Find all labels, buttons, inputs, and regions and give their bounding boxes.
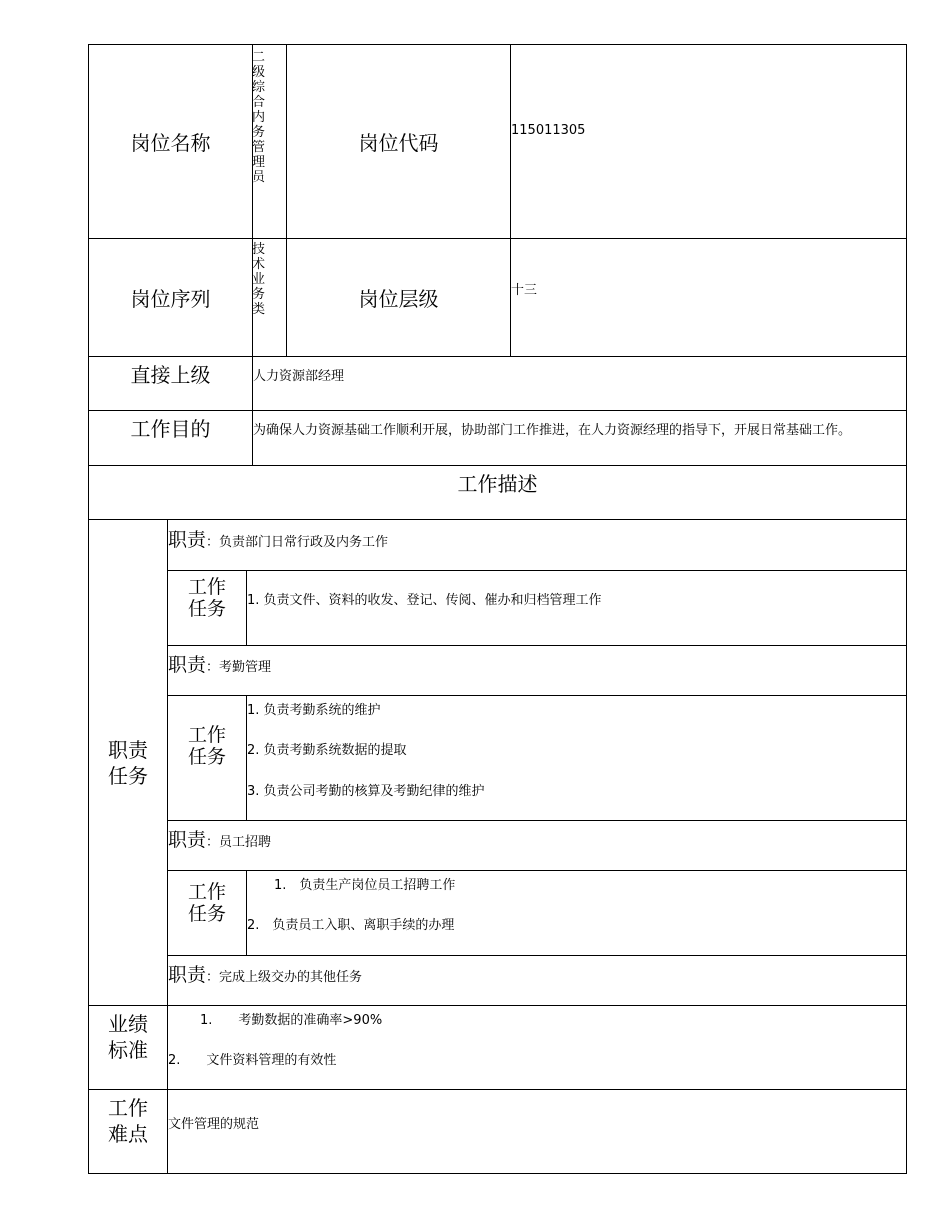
- task-label: 工作任务: [187, 576, 226, 620]
- duty-title: ：考勤管理: [206, 660, 272, 675]
- row-divider: [167, 695, 907, 696]
- duty-title-row: [168, 525, 388, 552]
- post-level-value: 十三: [511, 283, 538, 298]
- post-level-label: 岗位层级: [358, 287, 439, 311]
- performance-label: 业绩标准: [108, 1012, 148, 1062]
- purpose-value: 为确保人力资源基础工作顺利开展，协助部门工作推进，在人力资源经理的指导下，开展日常基础工作。: [253, 423, 852, 438]
- task-item: 3. 负责公司考勤的核算及考勤纪律的维护: [247, 784, 485, 799]
- task-label: 工作任务: [187, 881, 226, 925]
- column-divider: [246, 570, 247, 646]
- superior-value: 人力资源部经理: [253, 369, 345, 384]
- task-item: 2. 负责员工入职、离职手续的办理: [247, 918, 455, 933]
- row-divider: [167, 820, 907, 821]
- duty-title: ：负责部门日常行政及内务工作: [206, 535, 389, 550]
- row-divider: [88, 1005, 907, 1006]
- duty-prefix: 职责: [168, 654, 207, 676]
- duty-prefix: 职责: [168, 964, 207, 986]
- row-divider: [88, 519, 907, 520]
- duty-title: ：员工招聘: [206, 835, 272, 850]
- post-code-value: 115011305: [511, 123, 586, 138]
- post-name-label: 岗位名称: [130, 131, 211, 155]
- duty-title-row: [168, 650, 271, 677]
- post-code-label: 岗位代码: [358, 131, 439, 155]
- task-item: 1. 负责生产岗位员工招聘工作: [274, 878, 456, 893]
- performance-item: 1. 考勤数据的准确率>90%: [200, 1013, 383, 1028]
- task-item: 1. 负责考勤系统的维护: [247, 703, 381, 718]
- performance-item: 2. 文件资料管理的有效性: [168, 1053, 337, 1068]
- row-divider: [167, 870, 907, 871]
- table-border-bottom: [88, 1173, 907, 1174]
- column-divider: [246, 870, 247, 956]
- duty-title-row: [168, 960, 362, 987]
- difficulty-value: 文件管理的规范: [168, 1117, 260, 1132]
- row-divider: [167, 570, 907, 571]
- task-label: 工作任务: [187, 724, 226, 768]
- duty-title-row: [168, 825, 271, 852]
- task-item: 2. 负责考勤系统数据的提取: [247, 743, 407, 758]
- description-title: 工作描述: [457, 472, 538, 496]
- superior-label: 直接上级: [130, 362, 211, 387]
- duties-label: 职责任务: [108, 737, 148, 788]
- task-item: 1. 负责文件、资料的收发、登记、传阅、催办和归档管理工作: [247, 593, 602, 608]
- table-border-right: [906, 44, 907, 1174]
- column-divider: [510, 44, 511, 357]
- duty-title: ：完成上级交办的其他任务: [206, 970, 363, 985]
- purpose-label: 工作目的: [130, 417, 211, 441]
- difficulty-label: 工作难点: [108, 1096, 148, 1146]
- post-sequence-value: 技术业务类: [252, 242, 266, 317]
- post-sequence-label: 岗位序列: [130, 287, 211, 311]
- duty-prefix: 职责: [168, 829, 207, 851]
- row-divider: [167, 645, 907, 646]
- post-name-value: 二级综合内务管理员: [252, 50, 266, 185]
- row-divider: [167, 955, 907, 956]
- duty-prefix: 职责: [168, 529, 207, 551]
- row-divider: [88, 1089, 907, 1090]
